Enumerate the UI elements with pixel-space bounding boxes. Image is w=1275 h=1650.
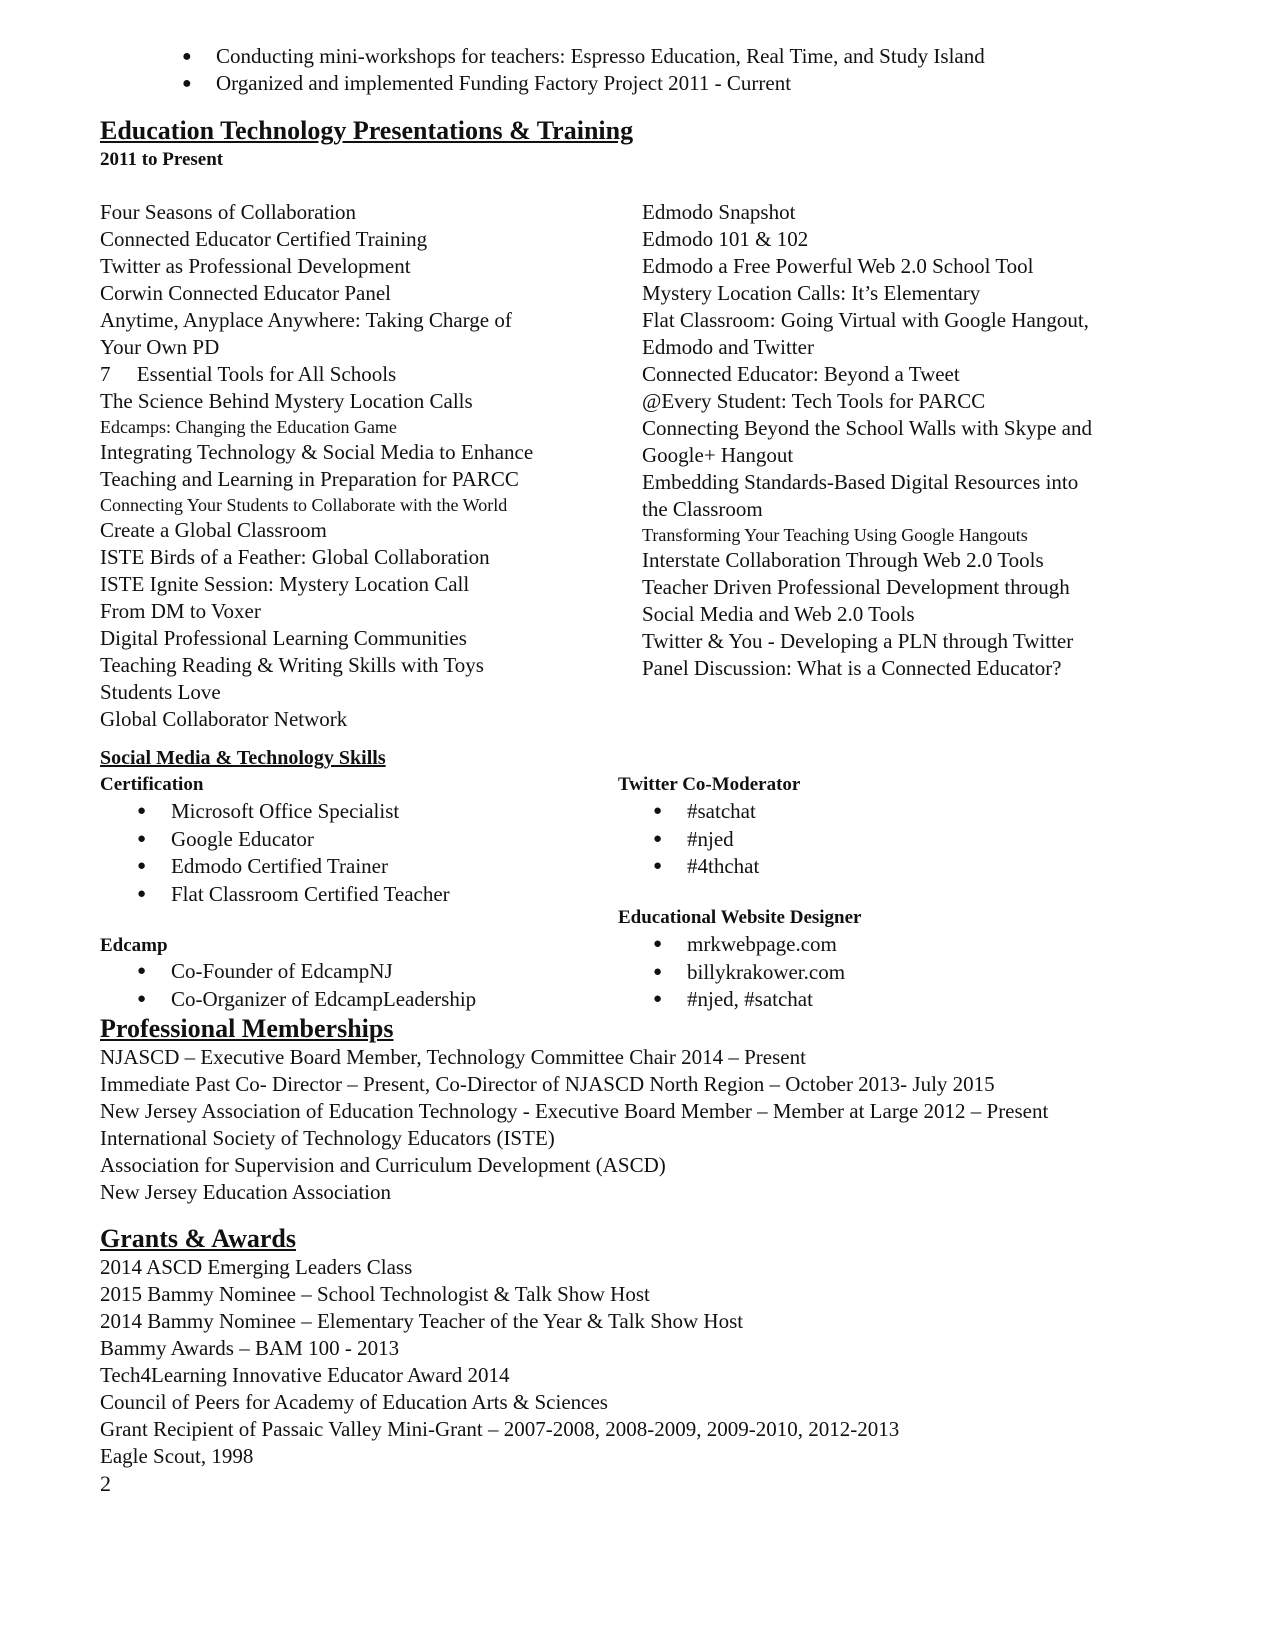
twitter-item: #njed xyxy=(687,826,734,851)
certification-list xyxy=(137,798,557,908)
presentation-item: Connected Educator Certified Training xyxy=(100,227,428,251)
grant-item: 2014 Bammy Nominee – Elementary Teacher of the Year & Talk Show Host xyxy=(100,1309,744,1333)
presentation-item: 7 Essential Tools for All Schools xyxy=(100,362,397,386)
list-item xyxy=(653,798,953,826)
presentation-item: Embedding Standards-Based Digital Resources into xyxy=(642,470,1079,494)
bullet-icon: ● xyxy=(182,75,192,92)
list-item xyxy=(137,826,557,854)
membership-item: International Society of Technology Educators (ISTE) xyxy=(100,1126,555,1150)
top-bullet-item: Conducting mini-workshops for teachers: Espresso Education, Real Time, and Study Island xyxy=(216,44,985,68)
list-item xyxy=(653,931,953,959)
memberships-list xyxy=(100,1044,1048,1206)
bullet-icon: ● xyxy=(653,963,663,980)
bullet-icon: ● xyxy=(137,830,147,847)
grant-item: 2015 Bammy Nominee – School Technologist & Talk Show Host xyxy=(100,1282,650,1306)
bullet-icon: ● xyxy=(182,48,192,65)
presentation-item: Twitter & You - Developing a PLN through Twitter xyxy=(642,629,1074,653)
presentation-item: Edmodo a Free Powerful Web 2.0 School Tool xyxy=(642,254,1034,278)
website-item: mrkwebpage.com xyxy=(687,932,837,956)
presentation-item: the Classroom xyxy=(642,497,763,521)
membership-item: NJASCD – Executive Board Member, Technology Committee Chair 2014 – Present xyxy=(100,1045,806,1069)
twitter-item: #satchat xyxy=(687,799,756,823)
grant-item: Council of Peers for Academy of Education Arts & Sciences xyxy=(100,1390,608,1414)
presentation-item: Edmodo and Twitter xyxy=(642,335,814,359)
grants-list xyxy=(100,1254,899,1470)
presentation-item: Flat Classroom: Going Virtual with Google Hangout, xyxy=(642,308,1089,332)
presentation-item: Social Media and Web 2.0 Tools xyxy=(642,602,915,626)
presentation-item: Anytime, Anyplace Anywhere: Taking Charge of xyxy=(100,308,512,332)
edcamp-title: Edcamp xyxy=(100,935,168,956)
certification-title: Certification xyxy=(100,774,204,795)
list-item xyxy=(137,881,557,909)
presentation-item: Connecting Your Students to Collaborate with the World xyxy=(100,495,508,515)
presentation-item: Google+ Hangout xyxy=(642,443,794,467)
presentations-heading: Education Technology Presentations & Training xyxy=(100,116,634,145)
twitter-list xyxy=(653,798,953,881)
presentation-item: The Science Behind Mystery Location Calls xyxy=(100,389,473,413)
presentations-period: 2011 to Present xyxy=(100,149,224,170)
website-title: Educational Website Designer xyxy=(618,907,862,928)
grant-item: Tech4Learning Innovative Educator Award 2014 xyxy=(100,1363,510,1387)
presentation-item: From DM to Voxer xyxy=(100,599,261,623)
twitter-title: Twitter Co-Moderator xyxy=(618,774,801,795)
list-item xyxy=(137,853,557,881)
grant-item: Grant Recipient of Passaic Valley Mini-Grant – 2007-2008, 2008-2009, 2009-2010, 2012-2013 xyxy=(100,1417,900,1441)
presentation-item: Teaching and Learning in Preparation for PARCC xyxy=(100,467,519,491)
membership-item: New Jersey Education Association xyxy=(100,1180,392,1204)
list-item xyxy=(137,798,557,826)
bullet-icon: ● xyxy=(653,936,663,952)
twitter-item: #4thchat xyxy=(687,854,760,878)
presentation-item: ISTE Ignite Session: Mystery Location Call xyxy=(100,572,470,596)
bullet-icon: ● xyxy=(653,991,663,1007)
presentations-right-column xyxy=(642,199,1092,682)
grant-item: Eagle Scout, 1998 xyxy=(100,1444,254,1468)
presentation-item: Interstate Collaboration Through Web 2.0 Tools xyxy=(642,548,1044,572)
presentation-item: Integrating Technology & Social Media to Enhance xyxy=(100,440,534,464)
bullet-icon: ● xyxy=(137,990,147,1007)
list-item xyxy=(653,826,953,854)
memberships-heading: Professional Memberships xyxy=(100,1014,394,1043)
edcamp-list xyxy=(137,958,557,1013)
presentation-item: Twitter as Professional Development xyxy=(100,254,411,278)
bullet-icon: ● xyxy=(653,858,663,874)
membership-item: New Jersey Association of Education Technology - Executive Board Member – Member at Large 2012 – Present xyxy=(100,1099,1049,1123)
presentation-item: Create a Global Classroom xyxy=(100,518,327,542)
presentation-item: Connecting Beyond the School Walls with Skype and xyxy=(642,416,1092,440)
list-item xyxy=(137,958,557,986)
certification-item: Edmodo Certified Trainer xyxy=(171,854,388,878)
website-list xyxy=(653,931,953,1014)
presentation-item: Teaching Reading & Writing Skills with Toys xyxy=(100,653,484,677)
presentation-item: Mystery Location Calls: It’s Elementary xyxy=(642,281,981,305)
bullet-icon: ● xyxy=(653,803,663,819)
certification-item: Microsoft Office Specialist xyxy=(171,799,400,823)
website-item: #njed, #satchat xyxy=(687,987,813,1011)
page-number: 2 xyxy=(100,1471,111,1496)
bullet-icon: ● xyxy=(137,803,147,819)
list-item xyxy=(137,986,557,1014)
list-item xyxy=(653,986,953,1014)
presentation-item: Edcamps: Changing the Education Game xyxy=(100,417,397,437)
presentation-item: Students Love xyxy=(100,680,221,704)
presentation-item: Connected Educator: Beyond a Tweet xyxy=(642,362,960,386)
bullet-icon: ● xyxy=(137,963,147,979)
presentations-left-column xyxy=(100,199,533,733)
presentation-item: Digital Professional Learning Communities xyxy=(100,626,467,650)
edcamp-item: Co-Organizer of EdcampLeadership xyxy=(171,986,477,1011)
bullet-icon: ● xyxy=(653,830,663,847)
website-item: billykrakower.com xyxy=(687,959,846,984)
bullet-icon: ● xyxy=(137,885,147,902)
grant-item: Bammy Awards – BAM 100 - 2013 xyxy=(100,1336,400,1360)
certification-item: Google Educator xyxy=(171,826,314,851)
list-item xyxy=(653,853,953,881)
list-item xyxy=(653,959,953,987)
presentation-item: Teacher Driven Professional Development through xyxy=(642,575,1070,599)
top-bullet-item: Organized and implemented Funding Factory Project 2011 - Current xyxy=(216,71,792,95)
membership-item: Association for Supervision and Curriculum Development (ASCD) xyxy=(100,1153,666,1177)
presentation-item: Transforming Your Teaching Using Google Hangouts xyxy=(642,525,1028,545)
presentation-item: ISTE Birds of a Feather: Global Collaboration xyxy=(100,545,490,569)
bullet-icon: ● xyxy=(137,858,147,874)
presentation-item: Edmodo 101 & 102 xyxy=(642,227,809,251)
presentation-item: Corwin Connected Educator Panel xyxy=(100,281,392,305)
presentation-item: Four Seasons of Collaboration xyxy=(100,200,357,224)
presentation-item: Panel Discussion: What is a Connected Educator? xyxy=(642,656,1062,680)
presentation-item: @Every Student: Tech Tools for PARCC xyxy=(642,389,986,413)
membership-item: Immediate Past Co- Director – Present, Co-Director of NJASCD North Region – October 2013- July 2015 xyxy=(100,1072,995,1096)
presentation-item: Your Own PD xyxy=(100,335,220,359)
presentation-item: Global Collaborator Network xyxy=(100,707,348,731)
presentation-item: Edmodo Snapshot xyxy=(642,200,796,224)
certification-item: Flat Classroom Certified Teacher xyxy=(171,881,450,906)
grant-item: 2014 ASCD Emerging Leaders Class xyxy=(100,1255,413,1279)
edcamp-item: Co-Founder of EdcampNJ xyxy=(171,959,393,983)
grants-heading: Grants & Awards xyxy=(100,1224,296,1253)
skills-heading: Social Media & Technology Skills xyxy=(100,747,386,769)
